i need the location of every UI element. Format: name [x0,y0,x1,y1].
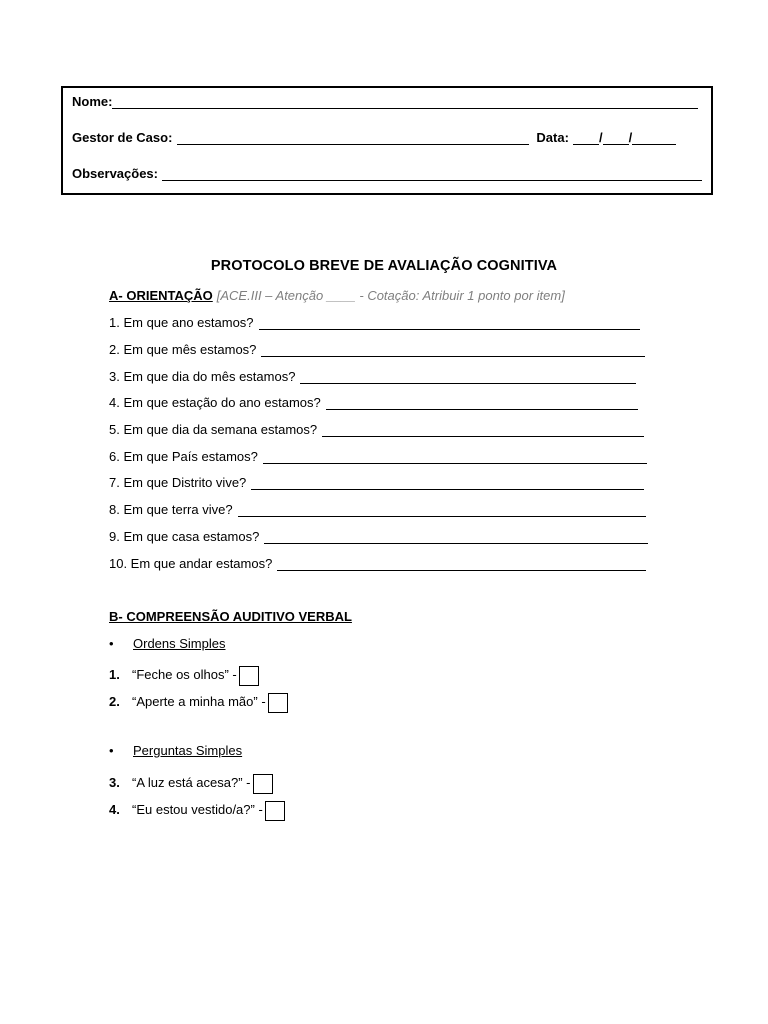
question-text: 3. Em que dia do mês estamos? [109,369,296,384]
header-box [61,86,713,195]
obs-label: Observações: [72,166,158,181]
group-perguntas [109,743,242,758]
item-text: “Feche os olhos” - [132,667,237,682]
checkbox[interactable] [265,801,285,821]
item-text: “Eu estou vestido/a?” - [132,802,263,817]
question-row [109,475,644,490]
question-row [109,315,640,330]
section-b-header [109,609,352,624]
item-text: “A luz está acesa?” - [132,775,251,790]
data-year-field[interactable] [632,132,676,145]
answer-field[interactable] [300,371,636,384]
question-text: 1. Em que ano estamos? [109,315,254,330]
question-row [109,449,647,464]
bullet-icon: • [109,636,114,651]
gestor-field[interactable] [177,132,529,145]
question-text: 2. Em que mês estamos? [109,342,257,357]
question-text: 5. Em que dia da semana estamos? [109,422,318,437]
checkbox[interactable] [253,774,273,794]
obs-row [72,166,702,181]
item-row [109,797,285,817]
section-a-heading: A- ORIENTAÇÃO [109,288,213,303]
question-text: 6. Em que País estamos? [109,449,258,464]
group-ordens [109,636,225,651]
data-slash-1: / [598,130,603,145]
section-b-heading: B- COMPREENSÃO AUDITIVO VERBAL [109,609,352,624]
question-text: 10. Em que andar estamos? [109,556,273,571]
answer-field[interactable] [264,531,648,544]
question-text: 4. Em que estação do ano estamos? [109,395,321,410]
data-month-field[interactable] [603,132,629,145]
bullet-icon: • [109,743,114,758]
answer-field[interactable] [263,451,647,464]
item-row [109,689,288,709]
section-a-header [109,288,565,303]
question-row [109,395,638,410]
question-text: 8. Em que terra vive? [109,502,233,517]
data-slash-2: / [628,130,633,145]
question-text: 9. Em que casa estamos? [109,529,260,544]
obs-field[interactable] [162,168,702,181]
question-row [109,556,646,571]
answer-field[interactable] [261,344,645,357]
answer-field[interactable] [251,477,644,490]
data-label: Data: [536,130,569,145]
question-row [109,422,644,437]
checkbox[interactable] [239,666,259,686]
section-a-note: [ACE.III – Atenção ____ - Cotação: Atribuir 1 ponto por item] [216,288,565,303]
checkbox[interactable] [268,693,288,713]
question-row [109,529,648,544]
question-text: 7. Em que Distrito vive? [109,475,247,490]
item-row [109,662,259,682]
group-label: Ordens Simples [133,636,226,651]
nome-label: Nome: [72,94,113,109]
answer-field[interactable] [238,504,646,517]
item-number: 1. [109,667,120,682]
answer-field[interactable] [277,558,646,571]
item-text: “Aperte a minha mão” - [132,694,266,709]
item-number: 2. [109,694,120,709]
item-row [109,770,273,790]
answer-field[interactable] [322,424,644,437]
question-row [109,342,645,357]
item-number: 4. [109,802,120,817]
answer-field[interactable] [326,397,638,410]
question-row [109,502,646,517]
group-label: Perguntas Simples [133,743,243,758]
page-title: PROTOCOLO BREVE DE AVALIAÇÃO COGNITIVA [210,258,558,274]
gestor-row [72,130,676,145]
question-row [109,369,636,384]
item-number: 3. [109,775,120,790]
answer-field[interactable] [259,317,640,330]
nome-row [72,94,698,109]
data-day-field[interactable] [573,132,599,145]
gestor-label: Gestor de Caso: [72,130,173,145]
nome-field[interactable] [112,96,698,109]
